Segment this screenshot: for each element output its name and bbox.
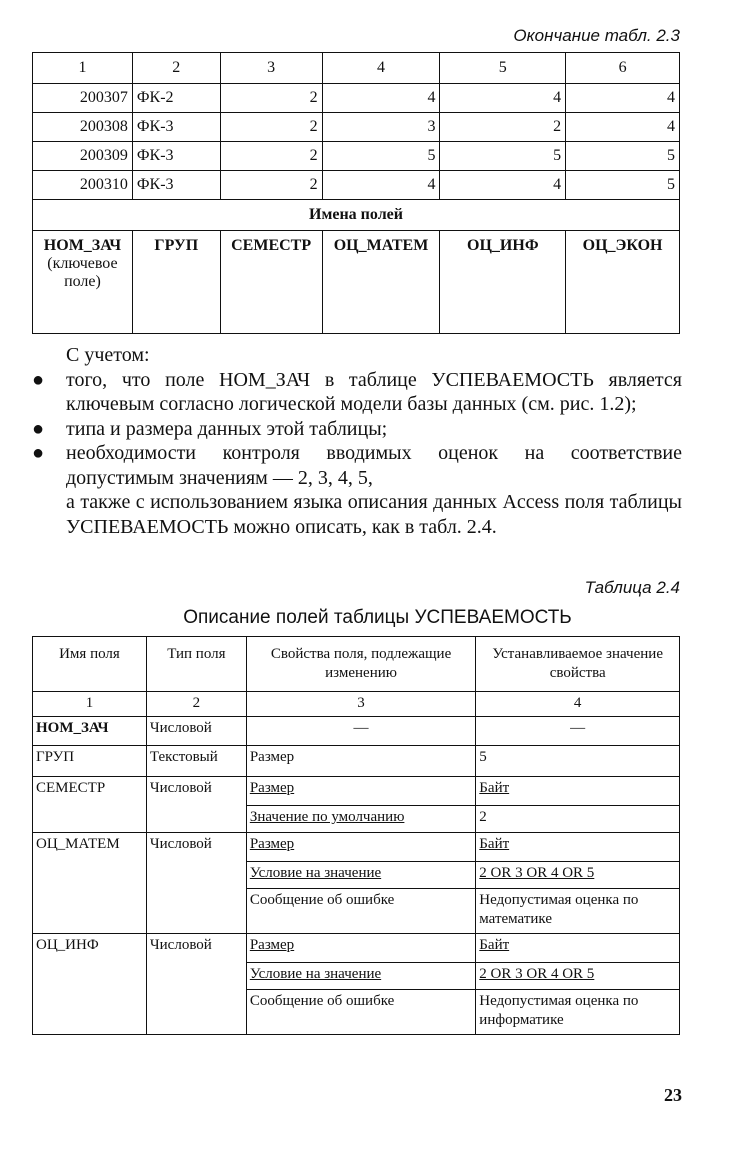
- cell: 5: [440, 142, 566, 171]
- value-cell: 2 OR 3 OR 4 OR 5: [476, 963, 680, 990]
- value-cell: 2 OR 3 OR 4 OR 5: [476, 862, 680, 889]
- value-cell: 2: [476, 806, 680, 833]
- field-name-cell: НОМ_ЗАЧ: [33, 717, 147, 746]
- cell: 2: [220, 171, 322, 200]
- property-cell: Условие на значение: [246, 963, 475, 990]
- cell: 4: [440, 171, 566, 200]
- value-cell: Недопустимая оценка по информатике: [476, 990, 680, 1035]
- table-row: [33, 84, 680, 113]
- field-name-cell: СЕМЕСТР: [33, 777, 147, 833]
- table-row: [33, 746, 680, 777]
- cell: 2: [220, 84, 322, 113]
- cell: 200308: [33, 113, 133, 142]
- field-name-key: [33, 231, 133, 334]
- col-number: 6: [566, 53, 680, 84]
- column-numbers-row: [33, 692, 680, 717]
- property-cell: Размер: [246, 934, 475, 963]
- cell: 2: [440, 113, 566, 142]
- page-number: 23: [664, 1085, 682, 1105]
- type-cell: Числовой: [146, 717, 246, 746]
- cell: ФК-2: [132, 84, 220, 113]
- bullet-list: [30, 368, 682, 491]
- table-row: [33, 142, 680, 171]
- col-number: 4: [476, 692, 680, 717]
- cell: 200309: [33, 142, 133, 171]
- cell: 200307: [33, 84, 133, 113]
- property-cell: Значение по умолчанию: [246, 806, 475, 833]
- cell: 2: [220, 142, 322, 171]
- property-cell: Размер: [246, 833, 475, 862]
- list-item-text: того, что поле НОМ_ЗАЧ в таблице УСПЕВАЕМОСТЬ является ключевым согласно логической модели базы данных (см. рис. 1.2);: [66, 368, 682, 415]
- body-text: [30, 343, 682, 539]
- table-row: [33, 717, 680, 746]
- col-number: 1: [33, 692, 147, 717]
- property-cell: Условие на значение: [246, 862, 475, 889]
- property-cell: Размер: [246, 746, 475, 777]
- type-cell: Текстовый: [146, 746, 246, 777]
- col-number: 2: [146, 692, 246, 717]
- type-cell: Числовой: [146, 833, 246, 934]
- field-name-cell: ОЦ_ИНФ: [33, 934, 147, 1035]
- col-number: 2: [132, 53, 220, 84]
- property-cell: Размер: [246, 777, 475, 806]
- col-number: 5: [440, 53, 566, 84]
- field-names-label-row: [33, 200, 680, 231]
- field-names-label: Имена полей: [33, 200, 680, 231]
- table-title: Описание полей таблицы УСПЕВАЕМОСТЬ: [183, 607, 572, 628]
- cell: 4: [566, 84, 680, 113]
- key-note: (ключевое поле): [47, 255, 118, 290]
- header-cell: Устанавливаемое значение свойства: [476, 637, 680, 692]
- property-cell: Сообщение об ошибке: [246, 889, 475, 934]
- header-cell: Тип поля: [146, 637, 246, 692]
- type-cell: Числовой: [146, 777, 246, 833]
- bullet-icon: ●: [32, 368, 45, 391]
- cell: 4: [322, 171, 440, 200]
- table-row: [33, 833, 680, 862]
- cell: ФК-3: [132, 142, 220, 171]
- list-item-text: необходимости контроля вводимых оценок на соответствие допустимым значениям — 2, 3, 4, 5,: [66, 442, 682, 489]
- cell: ФК-3: [132, 113, 220, 142]
- field-description-table: [32, 636, 680, 1035]
- intro-text: С учетом:: [66, 344, 150, 366]
- list-item: [30, 368, 682, 417]
- value-cell: —: [476, 717, 680, 746]
- cell: 2: [220, 113, 322, 142]
- table-caption: Таблица 2.4: [584, 578, 680, 597]
- cell: 4: [566, 113, 680, 142]
- value-cell: Байт: [476, 934, 680, 963]
- list-item: [30, 441, 682, 490]
- table-header-row: [33, 53, 680, 84]
- header-cell: Имя поля: [33, 637, 147, 692]
- table-row: [33, 113, 680, 142]
- cell: 4: [322, 84, 440, 113]
- value-cell: 5: [476, 746, 680, 777]
- field-name: ГРУП: [132, 231, 220, 334]
- tail-text: а также с использованием языка описания данных Access поля таблицы УСПЕВАЕМОСТЬ можно описать, как в табл. 2.4.: [66, 491, 682, 538]
- grades-table-continuation: [32, 52, 680, 334]
- field-name: НОМ_ЗАЧ: [43, 237, 122, 254]
- col-number: 3: [246, 692, 475, 717]
- table-row: [33, 934, 680, 963]
- value-cell: Недопустимая оценка по математике: [476, 889, 680, 934]
- field-name: СЕМЕСТР: [220, 231, 322, 334]
- bullet-icon: ●: [32, 417, 45, 440]
- bullet-icon: ●: [32, 442, 45, 464]
- cell: ФК-3: [132, 171, 220, 200]
- value-cell: Байт: [476, 777, 680, 806]
- cell: 5: [566, 142, 680, 171]
- cell: 3: [322, 113, 440, 142]
- type-cell: Числовой: [146, 934, 246, 1035]
- value-cell: Байт: [476, 833, 680, 862]
- table-row: [33, 171, 680, 200]
- col-number: 1: [33, 53, 133, 84]
- cell: 200310: [33, 171, 133, 200]
- table-continuation-caption: Окончание табл. 2.3: [513, 26, 680, 45]
- col-number: 4: [322, 53, 440, 84]
- cell: 5: [566, 171, 680, 200]
- table-header-row: [33, 637, 680, 692]
- property-cell: Сообщение об ошибке: [246, 990, 475, 1035]
- field-names-row: [33, 231, 680, 334]
- field-name: ОЦ_ЭКОН: [566, 231, 680, 334]
- field-name: ОЦ_ИНФ: [440, 231, 566, 334]
- cell: 4: [440, 84, 566, 113]
- table-row: [33, 777, 680, 806]
- field-name-cell: ОЦ_МАТЕМ: [33, 833, 147, 934]
- list-item: [30, 417, 682, 442]
- header-cell: Свойства поля, подлежащие изменению: [246, 637, 475, 692]
- col-number: 3: [220, 53, 322, 84]
- field-name: ОЦ_МАТЕМ: [322, 231, 440, 334]
- property-cell: —: [246, 717, 475, 746]
- field-name-cell: ГРУП: [33, 746, 147, 777]
- cell: 5: [322, 142, 440, 171]
- list-item-text: типа и размера данных этой таблицы;: [66, 417, 388, 440]
